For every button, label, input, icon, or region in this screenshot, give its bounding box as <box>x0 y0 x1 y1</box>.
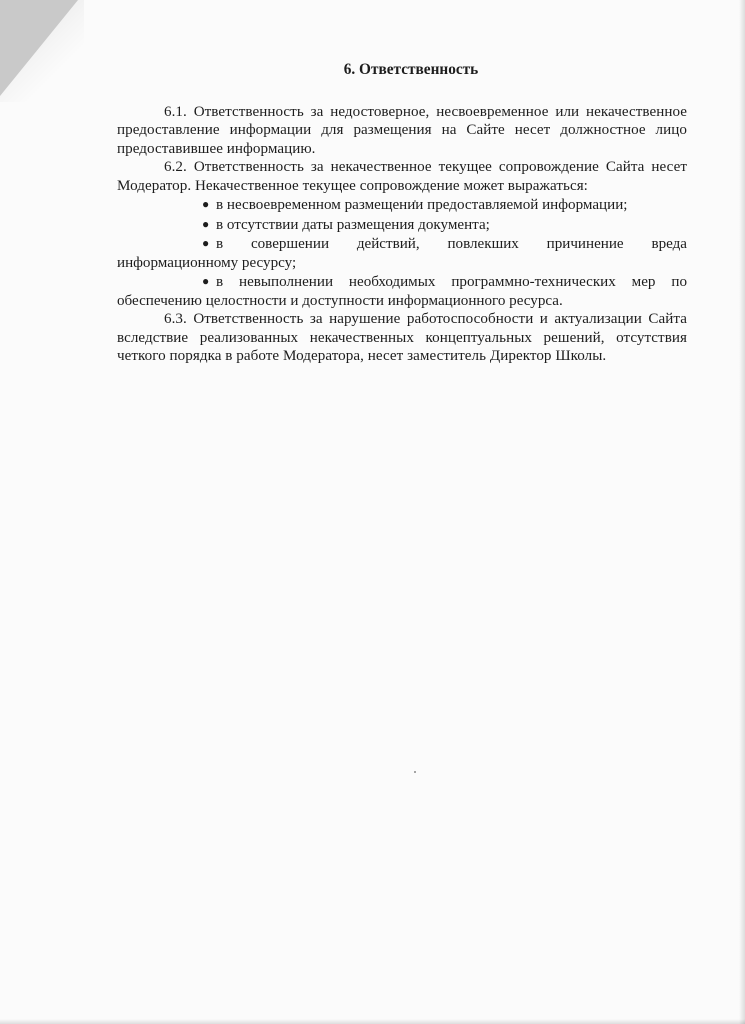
paragraph-text: 6.3. Ответственность за нарушение работоспособности и актуализации Сайта вследствие реализованных некачественных концептуальных решений, отсутствия четкого порядка в работе Модератора, несет заместитель Директор Школы. <box>117 311 687 364</box>
paragraph-6-2 <box>117 158 687 195</box>
bullet-text: в невыполнении необходимых программно-технических мер по обеспечению целостности и доступности информационного ресурса. <box>117 274 687 309</box>
page-bottom-edge-shadow <box>0 1019 745 1024</box>
bullet-icon: ● <box>202 274 210 288</box>
document-body <box>117 61 687 366</box>
bullet-item <box>117 234 687 272</box>
bullet-icon: ● <box>202 197 210 211</box>
page-right-edge-shadow <box>739 0 745 1024</box>
paragraph-text: 6.1. Ответственность за недостоверное, несвоевременное или некачественное предоставление информации для размещения на Сайте несет должностное лицо предоставившее информацию. <box>117 103 687 157</box>
scan-speck <box>414 771 416 773</box>
bullet-text: в несвоевременном размещении предоставляемой информации; <box>216 197 628 213</box>
section-title: 6. Ответственность <box>343 61 479 78</box>
paragraph-6-1 <box>117 103 687 159</box>
bullet-item <box>117 272 687 310</box>
bullet-icon: ● <box>202 236 210 250</box>
bullet-icon: ● <box>202 216 210 231</box>
folded-page-corner <box>0 0 78 96</box>
bullet-item <box>117 215 687 235</box>
paragraph-text: 6.2. Ответственность за некачественное текущее сопровождение Сайта несет Модератор. Некачественное текущее сопровождение может выражаться: <box>117 159 687 194</box>
paragraph-6-3 <box>117 310 687 366</box>
bullet-text: в отсутствии даты размещения документа; <box>216 216 490 233</box>
bullet-item <box>117 195 687 215</box>
bullet-text: в совершении действий, повлекших причинение вреда информационному ресурсу; <box>117 236 687 271</box>
